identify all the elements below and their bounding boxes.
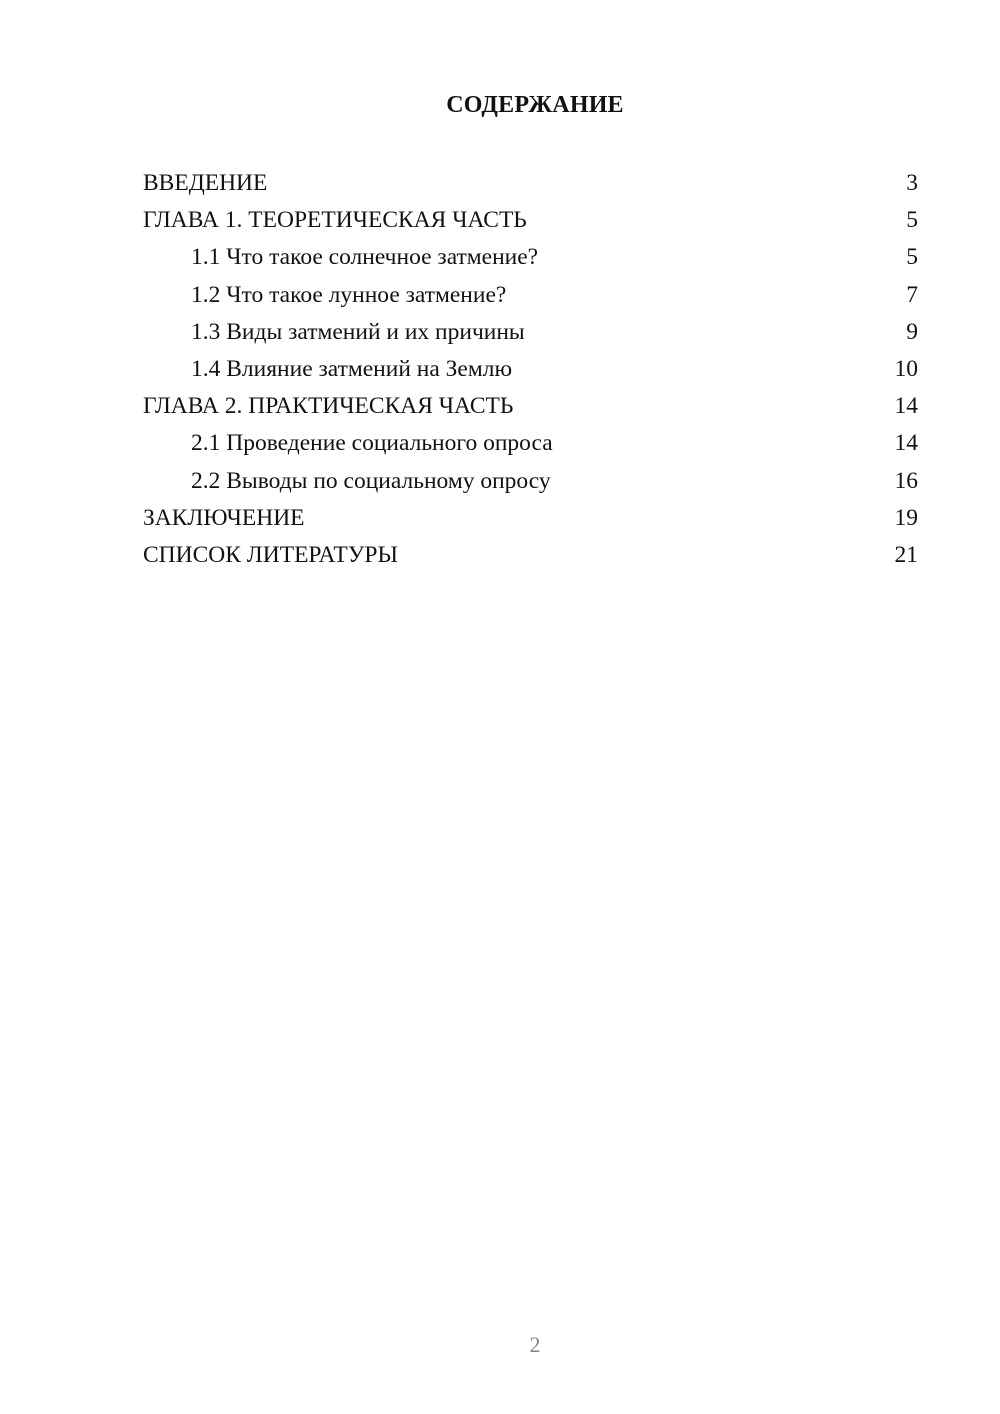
toc-entry-label: 2.2 Выводы по социальному опросу <box>191 467 551 494</box>
toc-entry-label: ВВЕДЕНИЕ <box>143 170 268 196</box>
toc-entry-page: 16 <box>894 467 918 494</box>
toc-entry-label: 1.4 Влияние затмений на Землю <box>191 355 513 382</box>
toc-entry-page: 5 <box>906 207 918 234</box>
toc-entry-page: 10 <box>894 355 918 382</box>
toc-entry-conclusion <box>143 500 918 537</box>
toc-entry-label: ЗАКЛЮЧЕНИЕ <box>143 504 305 531</box>
toc-entry-section-1-4 <box>143 351 918 388</box>
toc-entry-chapter-1 <box>143 202 918 239</box>
toc-entry-page: 7 <box>906 281 918 308</box>
toc-entry-section-1-3 <box>143 314 918 351</box>
page-number: 2 <box>529 1332 541 1357</box>
toc-entry-section-1-2 <box>143 277 918 314</box>
toc-entry-page: 5 <box>906 244 918 271</box>
toc-entry-label: ГЛАВА 2. ПРАКТИЧЕСКАЯ ЧАСТЬ <box>143 393 514 420</box>
toc-entry-page: 3 <box>906 170 918 196</box>
toc-entry-chapter-2 <box>143 388 918 425</box>
table-of-contents <box>143 165 918 574</box>
toc-entry-introduction <box>143 165 918 202</box>
toc-title: СОДЕРЖАНИЕ <box>446 92 624 118</box>
toc-entry-page: 21 <box>894 541 918 568</box>
toc-entry-label: СПИСОК ЛИТЕРАТУРЫ <box>143 541 398 568</box>
toc-entry-section-2-2 <box>143 463 918 500</box>
toc-entry-label: 1.2 Что такое лунное затмение? <box>191 281 507 308</box>
toc-entry-page: 14 <box>894 430 918 457</box>
toc-entry-label: ГЛАВА 1. ТЕОРЕТИЧЕСКАЯ ЧАСТЬ <box>143 207 527 234</box>
toc-entry-section-1-1 <box>143 239 918 276</box>
toc-entry-label: 2.1 Проведение социального опроса <box>191 430 553 457</box>
toc-entry-page: 9 <box>906 318 918 345</box>
toc-entry-label: 1.1 Что такое солнечное затмение? <box>191 244 539 271</box>
toc-entry-page: 14 <box>894 393 918 420</box>
toc-entry-label: 1.3 Виды затмений и их причины <box>191 318 525 345</box>
toc-entry-section-2-1 <box>143 425 918 462</box>
toc-entry-page: 19 <box>894 504 918 531</box>
toc-entry-references <box>143 537 918 574</box>
